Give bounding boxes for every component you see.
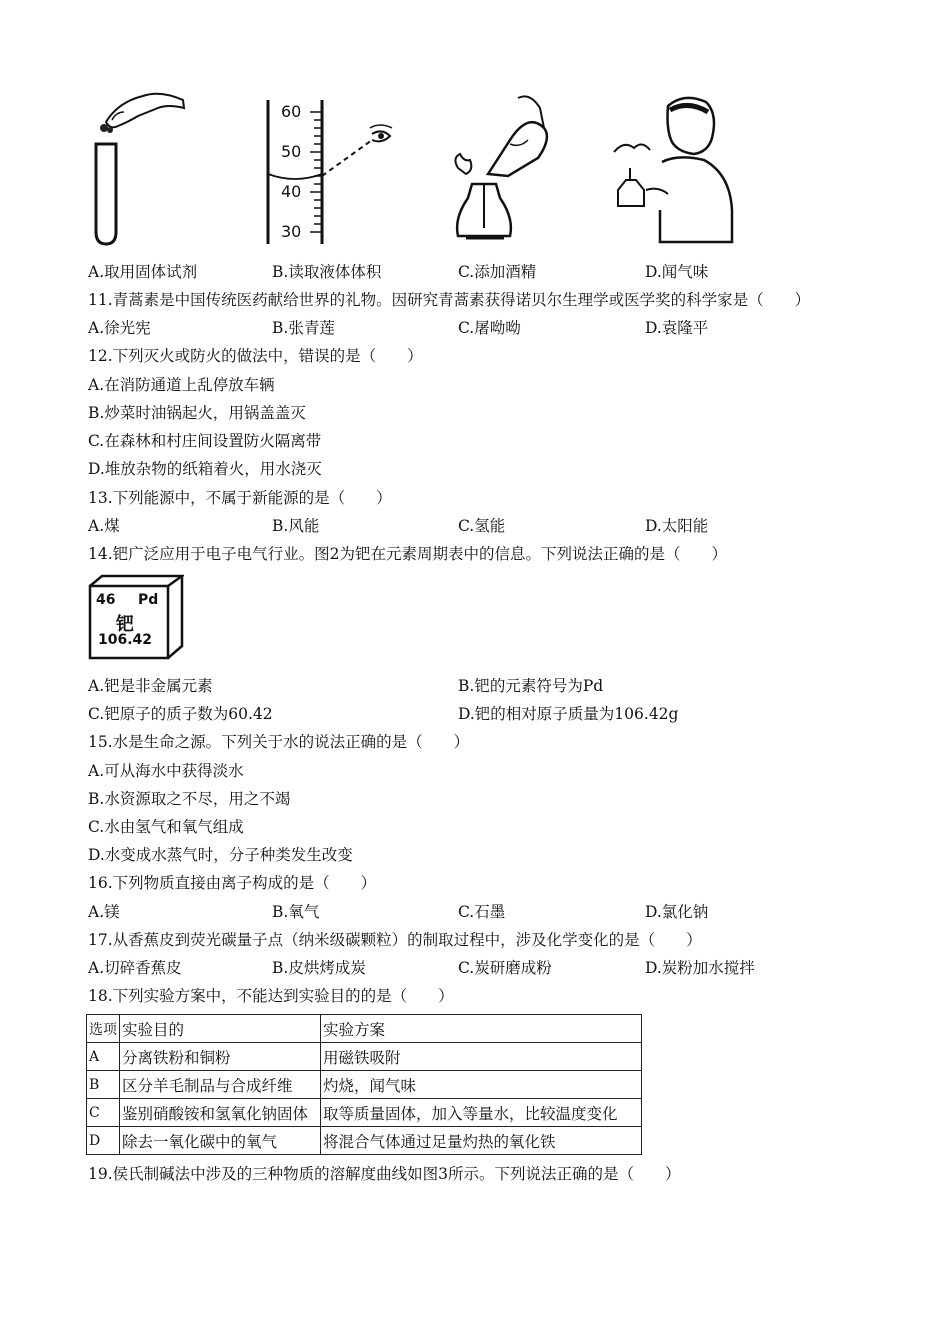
table-row: [87, 1127, 642, 1155]
q11-option-a: A.徐光宪: [88, 319, 151, 337]
q14-stem: 14.钯广泛应用于电子电气行业。图2为钯在元素周期表中的信息。下列说法正确的是（ ）: [88, 545, 728, 563]
q10-option-a: A.取用固体试剂: [88, 263, 198, 281]
q16-option-b: B.氧气: [272, 903, 320, 921]
q11-option-b: B.张青莲: [272, 319, 335, 337]
q17-option-c: C.炭研磨成粉: [458, 959, 552, 977]
q17-option-b: B.皮烘烤成炭: [272, 959, 366, 977]
table-header-row: [87, 1015, 642, 1043]
q15-option-b: B.水资源取之不尽，用之不竭: [88, 790, 291, 808]
q14-option-a: A.钯是非金属元素: [88, 677, 213, 695]
q13-option-a: A.煤: [88, 517, 120, 535]
q12-stem: 12.下列灭火或防火的做法中，错误的是（ ）: [88, 347, 423, 365]
row-plan: 取等质量固体，加入等量水，比较温度变化: [321, 1099, 642, 1127]
q17-stem: 17.从香蕉皮到荧光碳量子点（纳米级碳颗粒）的制取过程中，涉及化学变化的是（ ）: [88, 931, 702, 949]
cylinder-tick-50: 50: [281, 142, 302, 161]
q16-option-a: A.镁: [88, 903, 120, 921]
element-number: 46: [96, 592, 116, 608]
q16-option-d: D.氯化钠: [645, 903, 709, 921]
row-purpose: 除去一氧化碳中的氧气: [120, 1127, 321, 1155]
row-option: A: [87, 1043, 120, 1071]
header-plan: 实验方案: [321, 1015, 642, 1043]
q11-option-d: D.袁隆平: [645, 319, 709, 337]
smelling-figure: [608, 90, 738, 246]
row-plan: 灼烧，闻气味: [321, 1071, 642, 1099]
row-plan: 将混合气体通过足量灼热的氧化铁: [321, 1127, 642, 1155]
q14-option-d: D.钯的相对原子质量为106.42g: [458, 705, 679, 723]
q10-option-b: B.读取液体体积: [272, 263, 382, 281]
element-name: 钯: [116, 614, 134, 635]
q11-option-c: C.屠呦呦: [458, 319, 521, 337]
row-purpose: 鉴别硝酸铵和氢氧化钠固体: [120, 1099, 321, 1127]
row-option: D: [87, 1127, 120, 1155]
q18-stem: 18.下列实验方案中，不能达到实验目的的是（ ）: [88, 987, 454, 1005]
q13-stem: 13.下列能源中，不属于新能源的是（ ）: [88, 489, 392, 507]
q14-option-c: C.钯原子的质子数为60.42: [88, 705, 273, 723]
q11-stem: 11.青蒿素是中国传统医药献给世界的礼物。因研究青蒿素获得诺贝尔生理学或医学奖的科学家是（ ）: [88, 291, 811, 309]
table-row: [87, 1071, 642, 1099]
q12-option-d: D.堆放杂物的纸箱着火，用水浇灭: [88, 460, 322, 478]
q13-option-c: C.氢能: [458, 517, 506, 535]
row-purpose: 区分羊毛制品与合成纤维: [120, 1071, 321, 1099]
q12-option-a: A.在消防通道上乱停放车辆: [88, 376, 275, 394]
row-option: C: [87, 1099, 120, 1127]
q15-stem: 15.水是生命之源。下列关于水的说法正确的是（ ）: [88, 733, 470, 751]
table-row: [87, 1099, 642, 1127]
row-purpose: 分离铁粉和铜粉: [120, 1043, 321, 1071]
q15-option-a: A.可从海水中获得淡水: [88, 762, 244, 780]
q19-stem: 19.侯氏制碱法中涉及的三种物质的溶解度曲线如图3所示。下列说法正确的是（ ）: [88, 1165, 681, 1183]
q16-stem: 16.下列物质直接由离子构成的是（ ）: [88, 874, 377, 892]
q15-option-c: C.水由氢气和氧气组成: [88, 818, 244, 836]
cylinder-tick-40: 40: [281, 182, 302, 201]
q10-option-c: C.添加酒精: [458, 263, 537, 281]
element-mass: 106.42: [98, 632, 153, 648]
test-tube-figure: [88, 82, 188, 250]
element-card-palladium: [88, 574, 184, 660]
q15-option-d: D.水变成水蒸气时，分子种类发生改变: [88, 846, 353, 864]
q13-option-d: D.太阳能: [645, 517, 709, 535]
row-option: B: [87, 1071, 120, 1099]
cylinder-tick-30: 30: [281, 222, 302, 241]
q17-option-d: D.炭粉加水搅拌: [645, 959, 755, 977]
q14-option-b: B.钯的元素符号为Pd: [458, 677, 604, 695]
header-purpose: 实验目的: [120, 1015, 321, 1043]
row-plan: 用磁铁吸附: [321, 1043, 642, 1071]
cylinder-tick-60: 60: [281, 102, 302, 121]
q12-option-c: C.在森林和村庄间设置防火隔离带: [88, 432, 322, 450]
element-symbol: Pd: [138, 592, 159, 608]
header-option: 选项: [87, 1015, 120, 1043]
q17-option-a: A.切碎香蕉皮: [88, 959, 182, 977]
q16-option-c: C.石墨: [458, 903, 506, 921]
q12-option-b: B.炒菜时油锅起火，用锅盖盖灭: [88, 404, 306, 422]
table-row: [87, 1043, 642, 1071]
q13-option-b: B.风能: [272, 517, 320, 535]
experiment-table: [86, 1014, 642, 1155]
q10-option-d: D.闻气味: [645, 263, 709, 281]
alcohol-lamp-figure: [448, 88, 558, 248]
